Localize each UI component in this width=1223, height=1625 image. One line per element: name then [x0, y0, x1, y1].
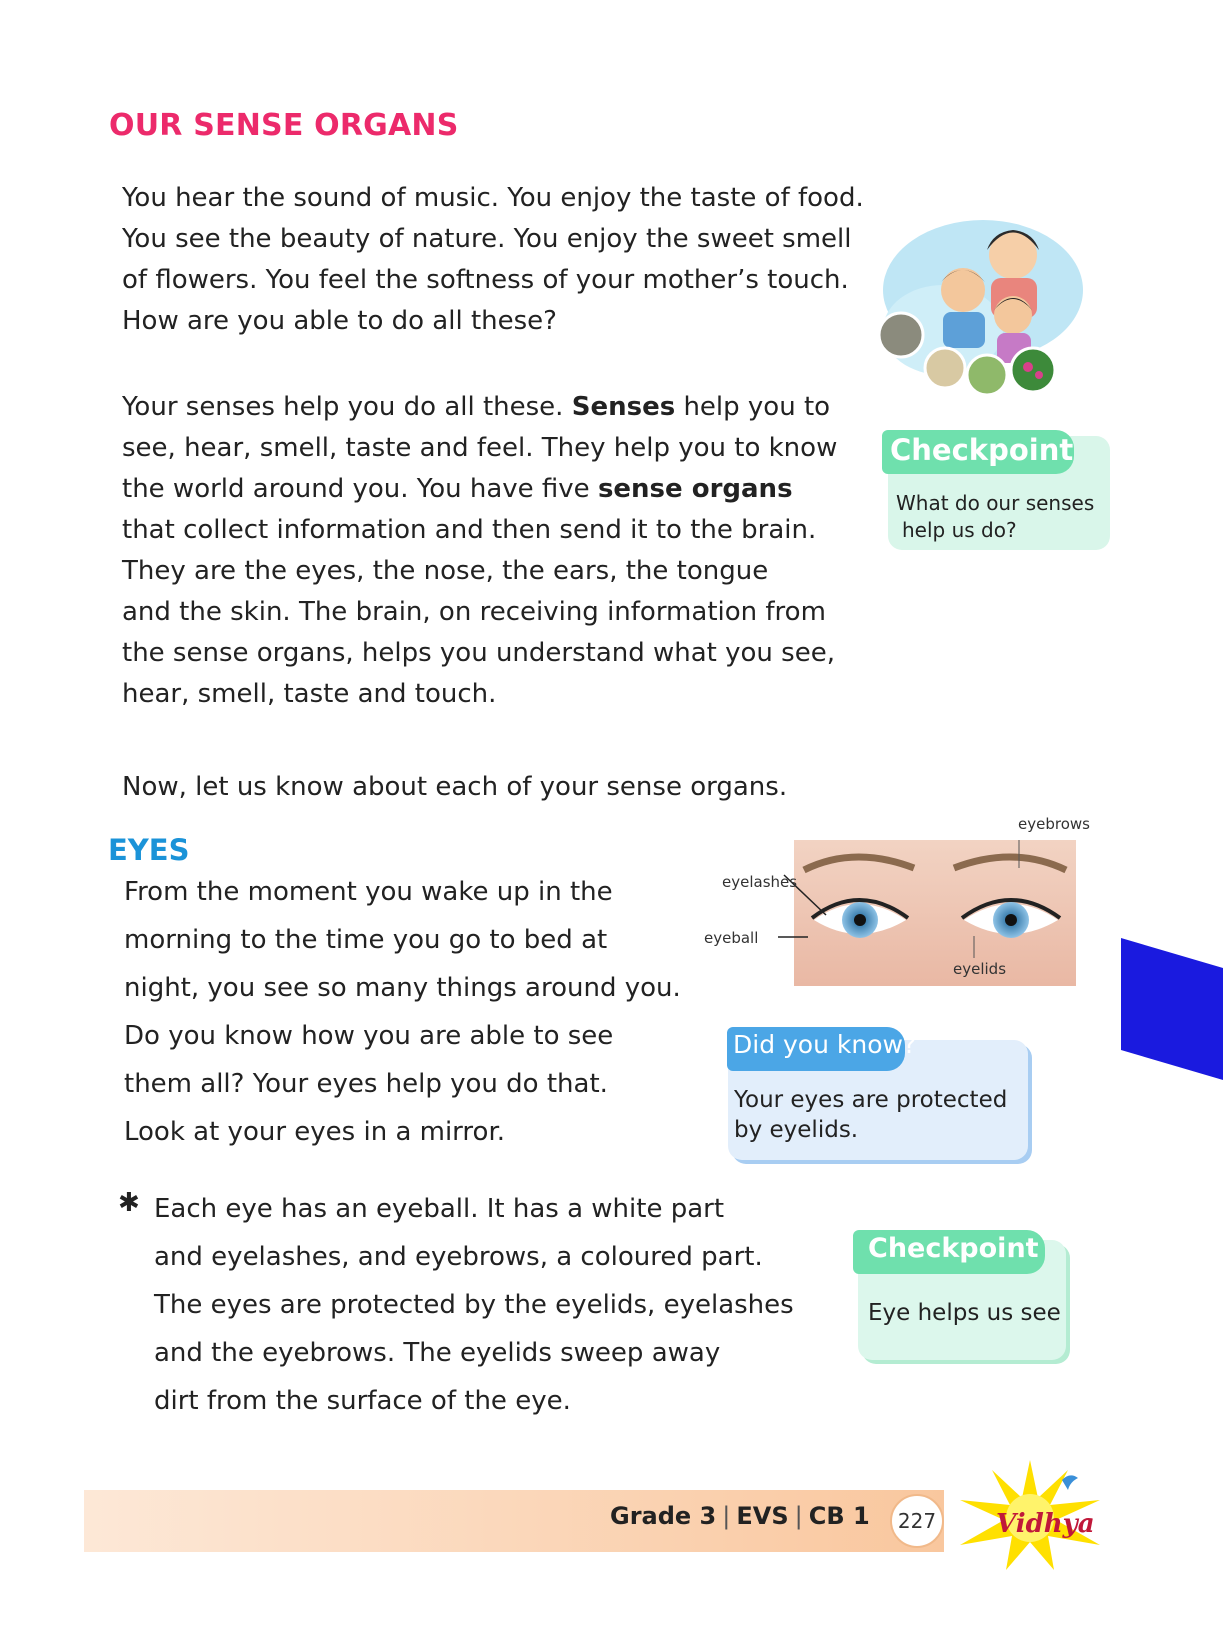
- intro-line: How are you able to do all these?: [122, 306, 557, 336]
- did-you-know-line: Your eyes are protected: [734, 1087, 1008, 1113]
- section-heading-eyes: EYES: [108, 833, 190, 867]
- eyes-photo: [794, 840, 1076, 986]
- footer-separator: |: [722, 1502, 731, 1530]
- eyeball-pointer: [778, 932, 808, 942]
- did-you-know-title: Did you know?: [733, 1030, 917, 1059]
- eyes-line: Look at your eyes in a mirror.: [124, 1117, 506, 1147]
- senses-line: and the skin. The brain, on receiving information from: [122, 597, 826, 627]
- eyelashes-pointer: [760, 855, 830, 935]
- page-title: OUR SENSE ORGANS: [109, 108, 459, 143]
- eyes-line: them all? Your eyes help you do that.: [124, 1069, 608, 1099]
- label-eyelashes: eyelashes: [722, 873, 798, 891]
- bold-term-senses: Senses: [571, 392, 676, 422]
- checkpoint-question: [896, 490, 1094, 544]
- senses-line: They are the eyes, the nose, the ears, the tongue: [122, 556, 769, 586]
- label-eyeball: eyeball: [704, 929, 759, 947]
- senses-line: [122, 469, 837, 510]
- chapter-side-tab: [1121, 938, 1223, 1080]
- text-span: help you to: [675, 392, 831, 422]
- intro-paragraph: [122, 178, 864, 342]
- eyes-line: From the moment you wake up in the: [124, 877, 613, 907]
- family-illustration: [873, 210, 1083, 400]
- footer-separator: |: [794, 1502, 803, 1530]
- bold-term-sense-organs: sense organs: [597, 474, 793, 504]
- bullet-line: dirt from the surface of the eye.: [154, 1386, 571, 1416]
- bullet-line: Each eye has an eyeball. It has a white part: [154, 1194, 725, 1224]
- transition-line: Now, let us know about each of your sense organs.: [122, 772, 788, 802]
- intro-line: You hear the sound of music. You enjoy the taste of food.: [122, 183, 864, 213]
- vidhya-logo: [950, 1460, 1110, 1570]
- footer-book: CB 1: [808, 1502, 870, 1530]
- footer-subject: EVS: [736, 1502, 789, 1530]
- eyes-line: night, you see so many things around you.: [124, 973, 681, 1003]
- checkpoint-line: What do our senses: [896, 491, 1095, 515]
- logo-text: Vidhya: [996, 1509, 1095, 1539]
- senses-line: hear, smell, taste and touch.: [122, 679, 497, 709]
- text-span: the world around you. You have five: [122, 474, 598, 504]
- intro-line: You see the beauty of nature. You enjoy the sweet smell: [122, 224, 852, 254]
- intro-line: of flowers. You feel the softness of your mother’s touch.: [122, 265, 849, 295]
- eyes-line: morning to the time you go to bed at: [124, 925, 608, 955]
- checkpoint-title: Checkpoint: [868, 1233, 1039, 1264]
- label-eyelids: eyelids: [953, 960, 1007, 978]
- bullet-paragraph: [154, 1185, 794, 1425]
- senses-line: [122, 387, 837, 428]
- senses-line: the sense organs, helps you understand what you see,: [122, 638, 835, 668]
- bullet-icon: ✱: [118, 1188, 140, 1218]
- text-span: Your senses help you do all these.: [122, 392, 572, 422]
- eyes-paragraph: [124, 868, 681, 1156]
- checkpoint-line: help us do?: [902, 518, 1017, 542]
- senses-line: that collect information and then send it to the brain.: [122, 515, 817, 545]
- bullet-line: and the eyebrows. The eyelids sweep away: [154, 1338, 721, 1368]
- bullet-line: The eyes are protected by the eyelids, eyelashes: [154, 1290, 794, 1320]
- page-number: 227: [890, 1494, 944, 1548]
- bullet-line: and eyelashes, and eyebrows, a coloured part.: [154, 1242, 763, 1272]
- footer-book-info: [610, 1502, 870, 1530]
- did-you-know-text: [734, 1085, 1007, 1145]
- checkpoint-answer: Eye helps us see: [868, 1300, 1061, 1326]
- eyes-line: Do you know how you are able to see: [124, 1021, 614, 1051]
- checkpoint-title: Checkpoint: [890, 433, 1074, 467]
- footer-grade: Grade 3: [610, 1502, 717, 1530]
- label-eyebrows: eyebrows: [1018, 815, 1090, 833]
- did-you-know-line: by eyelids.: [734, 1117, 859, 1143]
- senses-line: see, hear, smell, taste and feel. They help you to know: [122, 433, 838, 463]
- senses-paragraph: [122, 387, 837, 715]
